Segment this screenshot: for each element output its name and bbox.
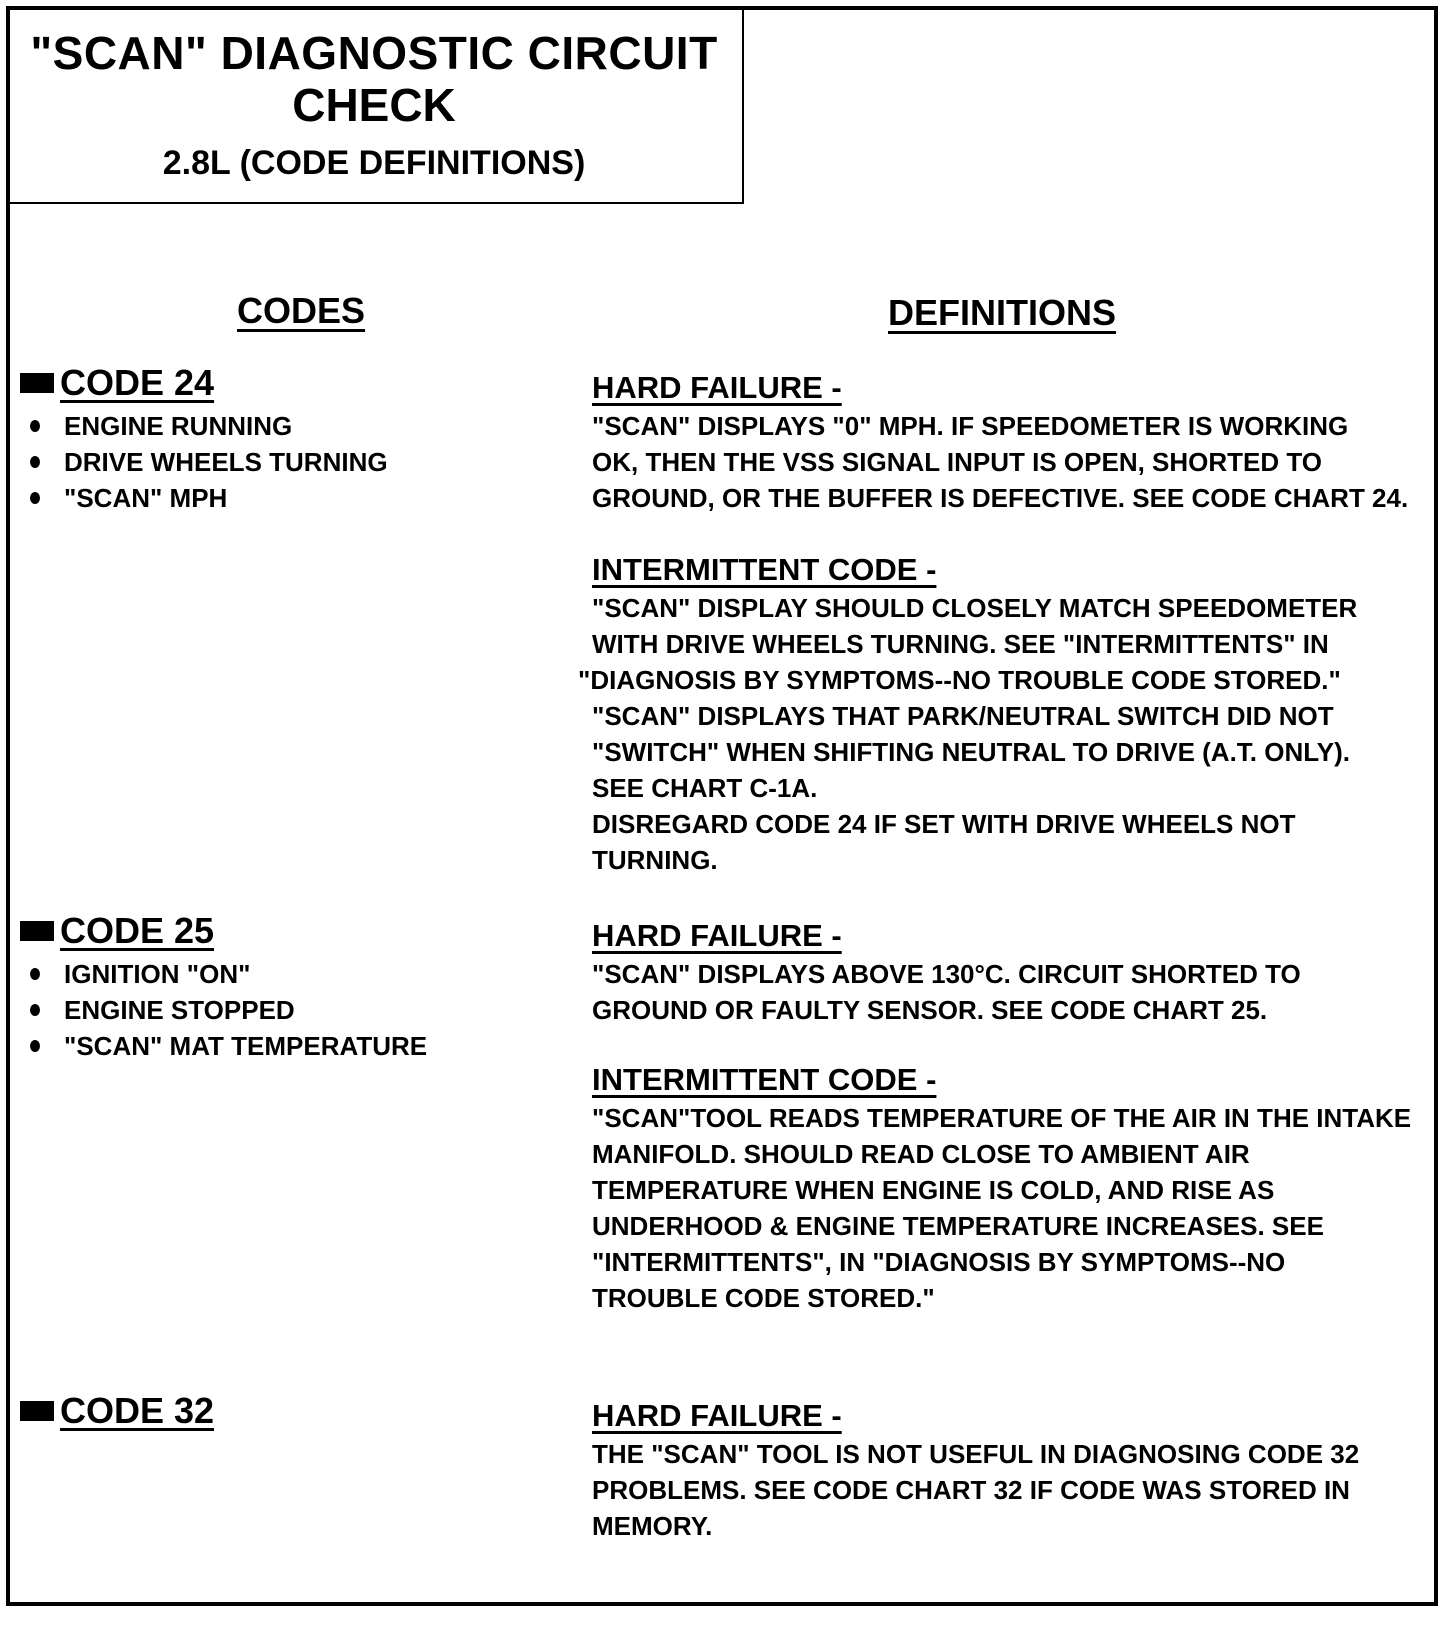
condition-item: "SCAN" MPH	[20, 480, 388, 516]
intermittent-heading: INTERMITTENT CODE -	[592, 1062, 937, 1097]
definition-line: TEMPERATURE WHEN ENGINE IS COLD, AND RISE AS	[592, 1175, 1275, 1205]
definition-line: WITH DRIVE WHEELS TURNING. SEE "INTERMITTENTS" IN	[592, 629, 1329, 659]
code-24-intermittent	[578, 550, 1412, 878]
definition-line: PROBLEMS. SEE CODE CHART 32 IF CODE WAS STORED IN	[592, 1475, 1350, 1505]
square-bullet-icon	[20, 1401, 54, 1421]
code-25-label: CODE 25	[60, 910, 215, 951]
definition-line: GROUND, OR THE BUFFER IS DEFECTIVE. SEE CODE CHART 24.	[592, 483, 1409, 513]
definition-line: TURNING.	[592, 845, 718, 875]
condition-item: ENGINE RUNNING	[20, 408, 388, 444]
hard-failure-heading: HARD FAILURE -	[592, 918, 842, 953]
title-box	[6, 6, 744, 204]
definition-line: "SWITCH" WHEN SHIFTING NEUTRAL TO DRIVE (A.T. ONLY).	[592, 737, 1350, 767]
bullet-icon	[30, 420, 40, 432]
square-bullet-icon	[20, 921, 54, 941]
code-32-block	[20, 1390, 214, 1432]
condition-item: ENGINE STOPPED	[20, 992, 427, 1028]
definition-line: MANIFOLD. SHOULD READ CLOSE TO AMBIENT AIR	[592, 1139, 1250, 1169]
bullet-icon	[30, 1040, 40, 1052]
bullet-icon	[30, 492, 40, 504]
code-24-block	[20, 362, 388, 516]
definition-line: GROUND OR FAULTY SENSOR. SEE CODE CHART 25.	[592, 995, 1268, 1025]
square-bullet-icon	[20, 373, 54, 393]
definition-line: "SCAN" DISPLAYS "0" MPH. IF SPEEDOMETER IS WORKING	[592, 411, 1349, 441]
code-32-hard-failure	[592, 1396, 1412, 1544]
intermittent-heading: INTERMITTENT CODE -	[592, 552, 937, 587]
condition-item: IGNITION "ON"	[20, 956, 427, 992]
code-24-conditions	[20, 408, 388, 516]
code-25-conditions	[20, 956, 427, 1064]
definition-line: "SCAN"TOOL READS TEMPERATURE OF THE AIR IN THE INTAKE	[592, 1103, 1412, 1133]
code-24-hard-failure	[592, 368, 1412, 516]
code-24-title	[20, 362, 388, 404]
definition-line: THE "SCAN" TOOL IS NOT USEFUL IN DIAGNOSING CODE 32	[592, 1439, 1360, 1469]
code-24-label: CODE 24	[60, 362, 215, 403]
condition-item: "SCAN" MAT TEMPERATURE	[20, 1028, 427, 1064]
code-25-title	[20, 910, 427, 952]
definition-line: "SCAN" DISPLAY SHOULD CLOSELY MATCH SPEEDOMETER	[592, 593, 1358, 623]
code-25-intermittent	[592, 1060, 1412, 1316]
definition-line: "DIAGNOSIS BY SYMPTOMS--NO TROUBLE CODE STORED."	[578, 665, 1341, 695]
hard-failure-heading: HARD FAILURE -	[592, 370, 842, 405]
definition-line: SEE CHART C-1A.	[592, 773, 818, 803]
title-subtitle: 2.8L (CODE DEFINITIONS)	[162, 144, 586, 182]
hard-failure-heading: HARD FAILURE -	[592, 1398, 842, 1433]
condition-item: DRIVE WHEELS TURNING	[20, 444, 388, 480]
bullet-icon	[30, 456, 40, 468]
definition-line: UNDERHOOD & ENGINE TEMPERATURE INCREASES. SEE	[592, 1211, 1324, 1241]
definition-line: TROUBLE CODE STORED."	[592, 1283, 935, 1313]
title-line-2: CHECK	[292, 79, 456, 131]
definitions-column-heading: DEFINITIONS	[888, 292, 1117, 333]
definition-line: MEMORY.	[592, 1511, 713, 1541]
codes-column-heading: CODES	[237, 290, 366, 331]
title-line-1: "SCAN" DIAGNOSTIC CIRCUIT	[30, 27, 718, 79]
definition-line: "SCAN" DISPLAYS ABOVE 130°C. CIRCUIT SHORTED TO	[592, 959, 1301, 989]
bullet-icon	[30, 968, 40, 980]
definition-line: "INTERMITTENTS", IN "DIAGNOSIS BY SYMPTOMS--NO	[592, 1247, 1286, 1277]
code-25-block	[20, 910, 427, 1064]
code-32-title	[20, 1390, 214, 1432]
bullet-icon	[30, 1004, 40, 1016]
code-25-hard-failure	[592, 916, 1412, 1028]
code-32-label: CODE 32	[60, 1390, 215, 1431]
definition-line: "SCAN" DISPLAYS THAT PARK/NEUTRAL SWITCH DID NOT	[592, 701, 1334, 731]
definition-line: OK, THEN THE VSS SIGNAL INPUT IS OPEN, SHORTED TO	[592, 447, 1323, 477]
definition-line: DISREGARD CODE 24 IF SET WITH DRIVE WHEELS NOT	[592, 809, 1296, 839]
